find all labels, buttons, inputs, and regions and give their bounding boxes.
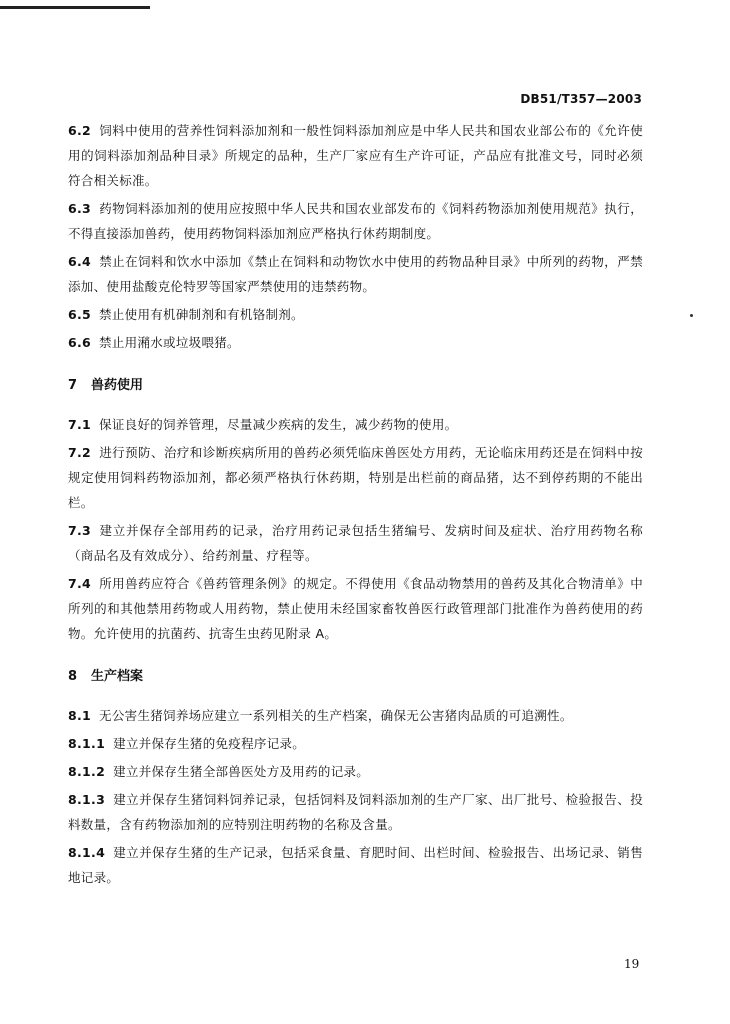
clause-number: 8.1.1 (68, 736, 106, 751)
scan-speck (690, 314, 693, 317)
clause-7-1 (68, 412, 643, 437)
clause-text: 建立并保存全部用药的记录，治疗用药记录包括生猪编号、发病时间及症状、治疗用药物名称（商品名及有效成分）、给药剂量、疗程等。 (68, 523, 643, 563)
clause-text: 药物饲料添加剂的使用应按照中华人民共和国农业部发布的《饲料药物添加剂使用规范》执行，不得直接添加兽药，使用药物饲料添加剂应严格执行休药期制度。 (68, 201, 643, 241)
clause-6-4 (68, 249, 643, 299)
clause-8-1-1 (68, 731, 643, 756)
clause-number: 8.1 (68, 708, 92, 723)
clause-text: 进行预防、治疗和诊断疾病所用的兽药必须凭临床兽医处方用药，无论临床用药还是在饲料中按规定使用饲料药物添加剂，都必须严格执行休药期，特别是出栏前的商品猪，达不到停药期的不能出栏。 (68, 445, 643, 510)
document-body (68, 118, 643, 893)
clause-number: 8.1.4 (68, 845, 106, 860)
clause-6-3 (68, 196, 643, 246)
clause-number: 7.1 (68, 417, 92, 432)
clause-8-1-2 (68, 759, 643, 784)
clause-7-2 (68, 440, 643, 515)
clause-text: 保证良好的饲养管理，尽量减少疾病的发生，减少药物的使用。 (99, 417, 458, 432)
clause-number: 6.3 (68, 201, 92, 216)
clause-text: 建立并保存生猪的生产记录，包括采食量、育肥时间、出栏时间、检验报告、出场记录、销售地记录。 (68, 845, 643, 885)
clause-text: 无公害生猪饲养场应建立一系列相关的生产档案，确保无公害猪肉品质的可追溯性。 (99, 708, 573, 723)
clause-number: 8.1.3 (68, 792, 106, 807)
clause-text: 饲料中使用的营养性饲料添加剂和一般性饲料添加剂应是中华人民共和国农业部公布的《允许使用的饲料添加剂品种目录》所规定的品种，生产厂家应有生产许可证，产品应有批准文号，同时必须符合相关标准。 (68, 123, 643, 188)
clause-7-3 (68, 518, 643, 568)
top-rule (0, 6, 150, 9)
section-title: 兽药使用 (91, 378, 144, 393)
clause-text: 建立并保存生猪的免疫程序记录。 (113, 736, 306, 751)
clause-text: 所用兽药应符合《兽药管理条例》的规定。不得使用《食品动物禁用的兽药及其化合物清单》中所列的和其他禁用药物或人用药物，禁止使用未经国家畜牧兽医行政管理部门批准作为兽药使用的药物。允许使用的抗菌药、抗寄生虫药见附录 A。 (68, 576, 643, 641)
clause-number: 8.1.2 (68, 764, 106, 779)
document-code: DB51/T357—2003 (520, 92, 642, 106)
section-title: 生产档案 (91, 669, 144, 684)
clause-number: 6.4 (68, 254, 92, 269)
clause-number: 7.3 (68, 523, 92, 538)
clause-6-2 (68, 118, 643, 193)
section-number: 7 (68, 378, 78, 393)
section-heading-8 (68, 664, 643, 689)
section-heading-7 (68, 373, 643, 398)
clause-text: 建立并保存生猪饲料饲养记录，包括饲料及饲料添加剂的生产厂家、出厂批号、检验报告、投料数量，含有药物添加剂的应特别注明药物的名称及含量。 (68, 792, 643, 832)
clause-8-1-4 (68, 840, 643, 890)
clause-8-1-3 (68, 787, 643, 837)
clause-number: 6.5 (68, 307, 92, 322)
clause-text: 建立并保存生猪全部兽医处方及用药的记录。 (113, 764, 370, 779)
clause-8-1 (68, 703, 643, 728)
clause-text: 禁止在饲料和饮水中添加《禁止在饲料和动物饮水中使用的药物品种目录》中所列的药物，严禁添加、使用盐酸克伦特罗等国家严禁使用的违禁药物。 (68, 254, 643, 294)
clause-text: 禁止用潲水或垃圾喂猪。 (99, 335, 240, 350)
clause-6-5 (68, 302, 643, 327)
clause-text: 禁止使用有机砷制剂和有机铬制剂。 (99, 307, 304, 322)
clause-7-4 (68, 571, 643, 646)
clause-number: 6.2 (68, 123, 92, 138)
clause-number: 6.6 (68, 335, 92, 350)
clause-6-6 (68, 330, 643, 355)
clause-number: 7.2 (68, 445, 92, 460)
section-number: 8 (68, 669, 78, 684)
page-number: 19 (624, 957, 640, 971)
clause-number: 7.4 (68, 576, 92, 591)
